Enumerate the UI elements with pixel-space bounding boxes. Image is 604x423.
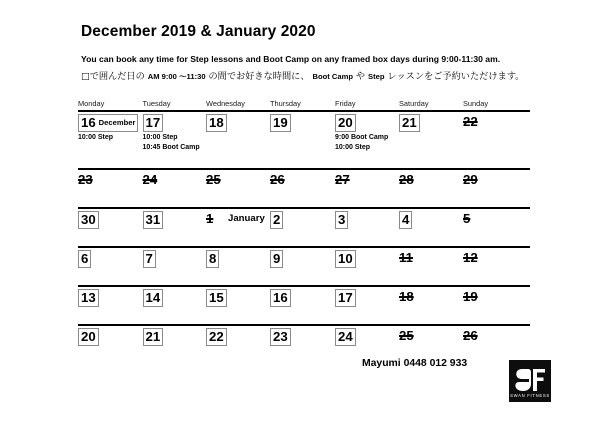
day-header-thursday: Thursday xyxy=(270,99,301,108)
day-number: 12 xyxy=(463,250,478,265)
day-number: 29 xyxy=(463,172,478,187)
day-number: 18 xyxy=(206,114,227,132)
month-label: December xyxy=(98,118,136,127)
calendar-day-cell[interactable] xyxy=(206,112,270,168)
day-number: 4 xyxy=(399,211,412,229)
intro-text-english: You can book any time for Step lessons and Boot Camp on any framed box days during 9:00-11:30 am. xyxy=(81,54,501,64)
day-number: 31 xyxy=(143,211,164,229)
day-number: 11 xyxy=(399,250,413,265)
calendar-day-cell[interactable] xyxy=(463,209,527,246)
calendar-day-cell[interactable] xyxy=(463,170,527,207)
day-number: 28 xyxy=(399,172,414,187)
calendar-day-cell[interactable] xyxy=(335,112,399,168)
calendar-day-cell[interactable] xyxy=(270,170,334,207)
day-number: 10 xyxy=(335,250,356,268)
calendar-day-cell[interactable] xyxy=(399,287,463,324)
logo-wordmark: SWAN FITNESS xyxy=(510,393,550,398)
day-number: 26 xyxy=(270,172,285,187)
calendar-week-row xyxy=(78,207,530,246)
calendar-day-cell[interactable] xyxy=(270,326,334,363)
intro-text-japanese xyxy=(81,68,524,82)
month-label: January xyxy=(228,213,265,224)
day-number: 24 xyxy=(142,172,158,187)
day-header-wednesday: Wednesday xyxy=(206,99,245,108)
swan-fitness-logo xyxy=(509,360,551,402)
calendar-day-cell[interactable] xyxy=(399,209,463,246)
day-number: 18 xyxy=(399,289,414,304)
day-header-saturday: Saturday xyxy=(399,99,429,108)
day-number: 6 xyxy=(78,250,91,268)
calendar-day-cell[interactable] xyxy=(335,248,399,285)
day-number: 14 xyxy=(143,289,164,307)
calendar-day-cell[interactable] xyxy=(78,170,142,207)
calendar-day-cell[interactable] xyxy=(270,248,334,285)
day-header-monday: Monday xyxy=(78,99,105,108)
day-header-friday: Friday xyxy=(335,99,356,108)
intro-jp-segment-3: や xyxy=(352,71,368,82)
calendar-week-row xyxy=(78,168,530,207)
event-item: 10:00 Step xyxy=(142,134,178,141)
day-number: 19 xyxy=(463,289,478,304)
event-item: 9:00 Boot Camp xyxy=(335,134,389,141)
intro-jp-segment-4: レッスンをご予約いただけます。 xyxy=(384,71,525,82)
calendar-day-cell[interactable] xyxy=(206,326,270,363)
calendar-day-cell[interactable] xyxy=(143,170,207,207)
day-number: 27 xyxy=(335,172,350,187)
day-number: 22 xyxy=(463,114,478,129)
calendar-day-cell[interactable] xyxy=(143,326,207,363)
day-number: 26 xyxy=(463,328,478,343)
calendar-week-row xyxy=(78,110,530,168)
event-item: 10:45 Boot Camp xyxy=(142,143,200,151)
day-number: 17 xyxy=(143,114,164,132)
day-number: 9 xyxy=(270,250,283,268)
day-number: 16 xyxy=(270,289,291,307)
day-number: 25 xyxy=(206,172,221,187)
intro-jp-time: AM 9:00 ～11:30 xyxy=(147,72,206,81)
intro-jp-bootcamp: Boot Camp xyxy=(312,72,353,81)
calendar-day-cell[interactable] xyxy=(143,287,207,324)
day-number: 7 xyxy=(143,250,156,268)
event-item: 10:00 Step xyxy=(335,143,371,151)
day-number: 16 December xyxy=(78,114,138,132)
calendar-day-cell[interactable] xyxy=(335,287,399,324)
day-number: 25 xyxy=(399,328,414,343)
calendar-day-cell[interactable] xyxy=(78,112,142,168)
day-number: 17 xyxy=(335,289,356,307)
calendar-week-row xyxy=(78,285,530,324)
calendar-day-cell[interactable] xyxy=(270,112,334,168)
day-number: 15 xyxy=(206,289,227,307)
day-number: 21 xyxy=(143,328,164,346)
calendar-weeks xyxy=(78,110,530,363)
day-number: 30 xyxy=(78,211,99,229)
contact-info: Mayumi 0448 012 933 xyxy=(362,358,468,369)
calendar-day-cell[interactable] xyxy=(143,209,207,246)
day-number: 3 xyxy=(335,211,348,229)
intro-jp-step: Step xyxy=(368,72,385,81)
day-number: 8 xyxy=(206,250,219,268)
calendar-day-cell[interactable] xyxy=(78,326,142,363)
calendar-day-cell[interactable] xyxy=(335,209,399,246)
calendar-day-cell[interactable] xyxy=(270,209,334,246)
day-number: 23 xyxy=(78,172,93,187)
intro-jp-segment-1: □で囲んだ日の xyxy=(81,71,148,82)
day-number: 20 xyxy=(335,114,356,132)
day-number: 21 xyxy=(399,114,420,132)
calendar-day-cell[interactable] xyxy=(206,287,270,324)
calendar-day-cell[interactable] xyxy=(399,112,463,168)
event-item: 10:00 Step xyxy=(78,134,114,141)
day-number: 13 xyxy=(78,289,99,307)
calendar-day-cell[interactable] xyxy=(206,209,270,246)
day-number: 5 xyxy=(463,211,471,226)
calendar-day-cell[interactable] xyxy=(270,287,334,324)
day-number: 24 xyxy=(335,328,356,346)
calendar-grid xyxy=(78,99,530,363)
calendar-day-cell[interactable] xyxy=(463,287,527,324)
calendar-day-cell[interactable] xyxy=(463,112,527,168)
day-number: 19 xyxy=(270,114,291,132)
calendar-day-cell[interactable] xyxy=(206,248,270,285)
day-number: 23 xyxy=(270,328,291,346)
day-number: 1 xyxy=(206,211,214,226)
day-number: 20 xyxy=(78,328,99,346)
day-header-tuesday: Tuesday xyxy=(142,99,171,108)
calendar-day-cell[interactable] xyxy=(335,170,399,207)
swan-fitness-logo-mark xyxy=(509,360,551,402)
calendar-day-cell[interactable] xyxy=(463,248,527,285)
calendar-day-cell[interactable] xyxy=(399,170,463,207)
calendar-day-cell[interactable] xyxy=(78,209,142,246)
day-number: 22 xyxy=(206,328,227,346)
calendar-day-cell[interactable] xyxy=(143,112,207,168)
day-of-week-header-row xyxy=(78,99,530,110)
intro-jp-segment-2: の間でお好きな時間に、 xyxy=(205,71,313,82)
calendar-day-cell[interactable] xyxy=(399,248,463,285)
day-header-sunday: Sunday xyxy=(463,99,489,108)
calendar-day-cell[interactable] xyxy=(78,248,142,285)
page-title: December 2019 & January 2020 xyxy=(81,23,316,40)
calendar-day-cell[interactable] xyxy=(463,326,527,363)
calendar-day-cell[interactable] xyxy=(206,170,270,207)
calendar-day-cell[interactable] xyxy=(143,248,207,285)
day-number: 2 xyxy=(270,211,283,229)
calendar-day-cell[interactable] xyxy=(78,287,142,324)
calendar-week-row xyxy=(78,246,530,285)
